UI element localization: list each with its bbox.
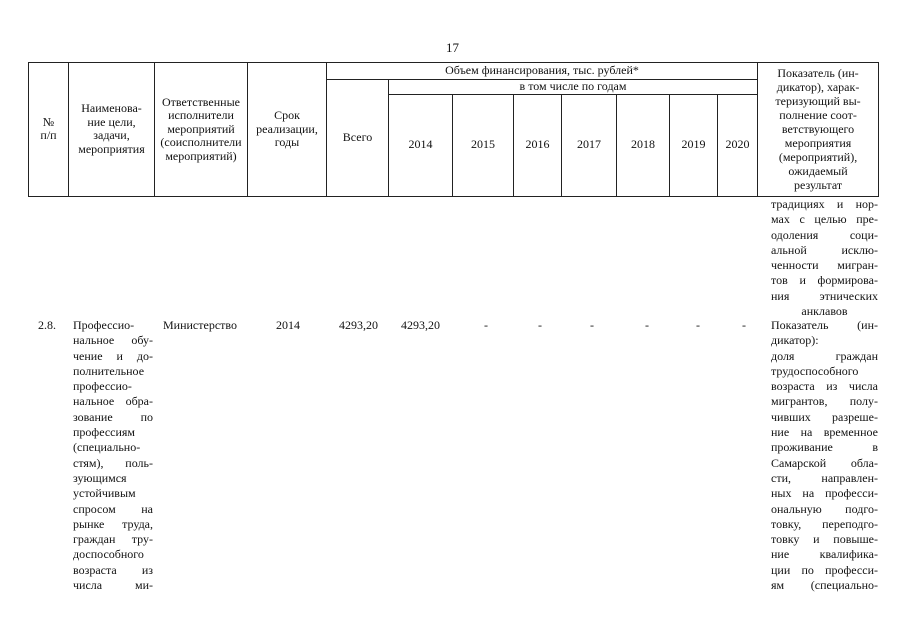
row-name bbox=[73, 318, 153, 593]
header-year: 2020 bbox=[718, 94, 758, 196]
row-2018: - bbox=[645, 318, 649, 332]
text-line: проживание в bbox=[771, 440, 878, 455]
text-line: граждан тру- bbox=[73, 532, 153, 547]
header-num: № п/п bbox=[29, 63, 69, 197]
text-line: доля граждан bbox=[771, 348, 878, 363]
text-line: анклавов bbox=[801, 304, 848, 319]
text-line: традициях и нор- bbox=[771, 197, 878, 211]
text-line: доспособного bbox=[73, 547, 144, 562]
text-line: ных на професси- bbox=[771, 486, 878, 501]
text-line: нальное обу- bbox=[73, 333, 153, 348]
row-num: 2.8. bbox=[38, 318, 56, 332]
row-2014: 4293,20 bbox=[401, 318, 440, 332]
table-header bbox=[28, 62, 879, 197]
text-line: чение и до- bbox=[73, 348, 153, 363]
row-2020: - bbox=[742, 318, 746, 332]
row-2016: - bbox=[538, 318, 542, 332]
text-line: тов и формирова- bbox=[771, 273, 878, 288]
text-line: числа ми- bbox=[73, 578, 153, 593]
row-2017: - bbox=[590, 318, 594, 332]
text-line: трудоспособного bbox=[771, 363, 859, 378]
text-line: Показатель (ин- bbox=[771, 318, 878, 332]
text-line: чивших разреше- bbox=[771, 409, 878, 424]
text-line: полнительное bbox=[73, 363, 145, 378]
header-year: 2016 bbox=[514, 94, 562, 196]
row-executor: Министерство bbox=[163, 318, 237, 332]
text-line: нальное обра- bbox=[73, 394, 153, 409]
page-number: 17 bbox=[446, 40, 459, 55]
text-line: дикатор): bbox=[771, 333, 819, 348]
text-line: ние квалифика- bbox=[771, 547, 878, 562]
header-indicator: Показатель (ин- дикатор), харак- теризующий вы- полнение соот- ветствующего мероприятия (мероприятий), ожидаемый результат bbox=[758, 63, 879, 197]
text-line: возраста из числа bbox=[771, 379, 878, 394]
text-line: стям), поль- bbox=[73, 455, 153, 470]
text-line: устойчивым bbox=[73, 486, 136, 501]
text-line: мах с целью пре- bbox=[771, 212, 878, 227]
text-line: Профессио- bbox=[73, 318, 135, 332]
text-line: профессио- bbox=[73, 379, 132, 394]
text-line: (специально- bbox=[73, 440, 141, 455]
header-year: 2017 bbox=[562, 94, 617, 196]
text-line: товку и повыше- bbox=[771, 532, 878, 547]
text-line: ональную подго- bbox=[771, 501, 878, 516]
text-line: ченности мигран- bbox=[771, 258, 878, 273]
text-line: спросом на bbox=[73, 501, 153, 516]
text-line: Самарской обла- bbox=[771, 455, 878, 470]
text-line: зующимся bbox=[73, 470, 127, 485]
text-line: зование по bbox=[73, 409, 153, 424]
text-line: возраста из bbox=[73, 562, 153, 577]
text-line: ции по професси- bbox=[771, 562, 878, 577]
header-by-years: в том числе по годам bbox=[389, 80, 758, 95]
header-year: 2019 bbox=[670, 94, 718, 196]
text-line: товку, переподго- bbox=[771, 516, 878, 531]
continued-indicator bbox=[771, 197, 878, 319]
header-term: Срок реализации, годы bbox=[248, 63, 327, 197]
text-line: ние на временное bbox=[771, 425, 878, 440]
text-line: альной исклю- bbox=[771, 242, 878, 257]
header-executors: Ответственные исполнители мероприятий (соисполнители мероприятий) bbox=[155, 63, 248, 197]
header-year: 2015 bbox=[453, 94, 514, 196]
header-year: 2014 bbox=[389, 94, 453, 196]
text-line: мигрантов, полу- bbox=[771, 394, 878, 409]
text-line: профессиям bbox=[73, 425, 136, 440]
header-name: Наименова- ние цели, задачи, мероприятия bbox=[69, 63, 155, 197]
text-line: ния этнических bbox=[771, 288, 878, 303]
text-line: рынке труда, bbox=[73, 516, 153, 531]
text-line: ям (специально- bbox=[771, 578, 878, 593]
row-total: 4293,20 bbox=[339, 318, 378, 332]
header-year: 2018 bbox=[617, 94, 670, 196]
header-funding: Объем финансирования, тыс. рублей* bbox=[327, 63, 758, 80]
row-indicator bbox=[771, 318, 878, 593]
header-total: Всего bbox=[327, 80, 389, 197]
row-2015: - bbox=[484, 318, 488, 332]
row-2019: - bbox=[696, 318, 700, 332]
text-line: сти, направлен- bbox=[771, 470, 878, 485]
row-term: 2014 bbox=[276, 318, 300, 332]
text-line: одоления соци- bbox=[771, 227, 878, 242]
